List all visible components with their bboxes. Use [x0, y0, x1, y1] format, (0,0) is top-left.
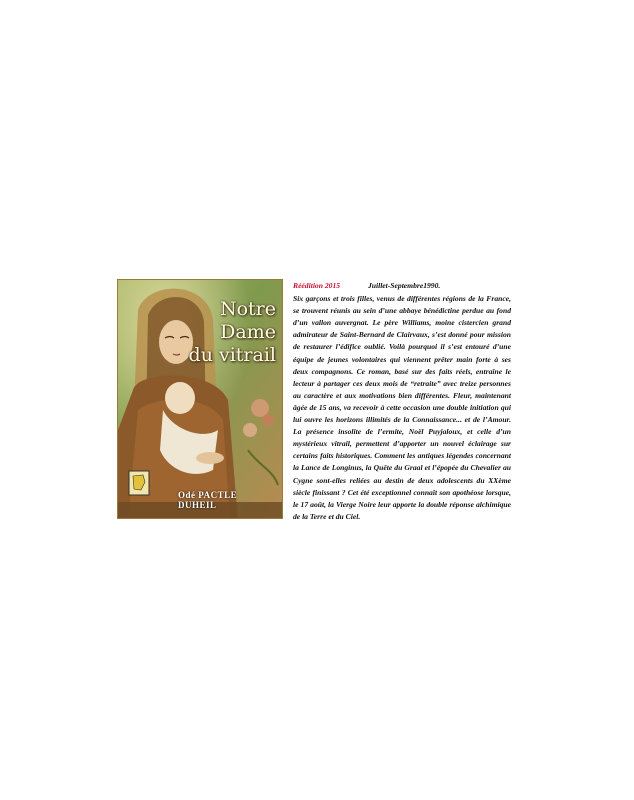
cover-title-line-2: Dame	[220, 321, 276, 343]
book-cover	[117, 279, 283, 519]
cover-title-line-1: Notre	[219, 298, 276, 320]
cover-title	[166, 298, 276, 367]
book-description	[293, 280, 511, 523]
publisher-logo-icon	[128, 470, 150, 496]
date-label: Juillet-Septembre1990.	[367, 281, 441, 290]
cover-author: Odé PACTLE DUHEIL	[178, 490, 238, 510]
header-line	[293, 280, 511, 292]
edition-label: Réédition 2015	[293, 281, 341, 290]
cover-title-line-3: du vitrail	[188, 344, 276, 366]
synopsis-text: Six garçons et trois filles, venus de différentes régions de la France, se trouvent réunis au sein d’une abbaye bénédictine perdue au fond d’un vallon auvergnat. Le père Williams, moine cistercien grand admirateur de Saint-Bernard de Clairvaux, s’est donné pour mission de restaurer l’édifice oublié. Voilà pourquoi il s’est entouré d’une équipe de jeunes volontaires qui viennent prêter main forte à ses deux compagnons. Ce roman, basé sur des faits réels, entraîne le lecteur à partager ces deux mois de “retraite” avec treize personnes au caractère et aux motivations bien différentes. Fleur, maintenant âgée de 15 ans, va recevoir à cette occasion une double initiation qui lui ouvre les horizons illimités de la Connaissance... et de l’Amour. La présence insolite de l’ermite, Noël Puyjaloux, et celle d’un mystérieux vitrail, permettent d’apporter un nouvel éclairage sur certains faits historiques. Comment les antiques légendes concernant la Lance de Longinus, la Quête du Graal et l’épopée du Chevalier au Cygne sont-elles reliées au destin de deux adolescents du XXème siècle finissant ? Cet été exceptionnel connaît son apothéose lorsque, le 17 août, la Vierge Noire leur apporte la double réponse alchimique de la Terre et du Ciel.	[293, 294, 511, 521]
